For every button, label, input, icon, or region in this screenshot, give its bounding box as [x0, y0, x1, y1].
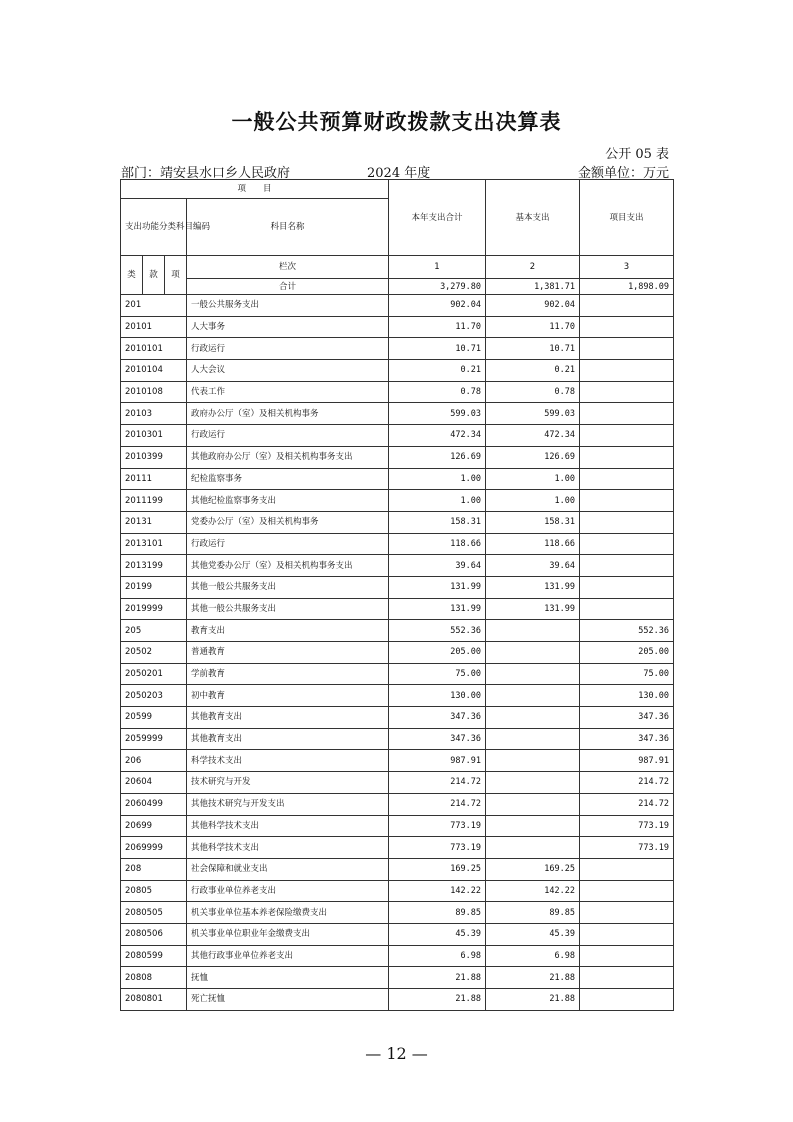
row-total: 131.99 — [389, 576, 486, 598]
row-basic — [486, 815, 580, 837]
row-code: 2060499 — [121, 793, 187, 815]
table-row — [121, 403, 674, 425]
page-title: 一般公共预算财政拨款支出决算表 — [231, 110, 562, 134]
table-row — [121, 511, 674, 533]
table-row — [121, 793, 674, 815]
row-subject-name: 教育支出 — [187, 620, 389, 642]
row-subject-name: 初中教育 — [187, 685, 389, 707]
row-project: 347.36 — [580, 707, 674, 729]
row-subject-name: 抚恤 — [187, 967, 389, 989]
table-row — [121, 338, 674, 360]
row-subject-name: 纪检监察事务 — [187, 468, 389, 490]
row-subject-name: 其他技术研究与开发支出 — [187, 793, 389, 815]
row-total: 118.66 — [389, 533, 486, 555]
row-basic — [486, 728, 580, 750]
row-code: 2059999 — [121, 728, 187, 750]
page-number: — 12 — — [365, 1044, 428, 1063]
table-row — [121, 858, 674, 880]
row-total: 902.04 — [389, 295, 486, 317]
row-subject-name: 机关事业单位职业年金缴费支出 — [187, 923, 389, 945]
row-subject-name: 技术研究与开发 — [187, 772, 389, 794]
row-project: 130.00 — [580, 685, 674, 707]
table-row — [121, 902, 674, 924]
row-project: 773.19 — [580, 815, 674, 837]
row-basic: 131.99 — [486, 598, 580, 620]
table-row — [121, 837, 674, 859]
row-subject-name: 死亡抚恤 — [187, 989, 389, 1011]
row-total: 21.88 — [389, 989, 486, 1011]
table-row — [121, 707, 674, 729]
row-project — [580, 425, 674, 447]
row-subject-name: 行政运行 — [187, 338, 389, 360]
table-row — [121, 446, 674, 468]
row-basic: 158.31 — [486, 511, 580, 533]
row-project: 214.72 — [580, 772, 674, 794]
row-subject-name: 一般公共服务支出 — [187, 295, 389, 317]
row-basic: 169.25 — [486, 858, 580, 880]
row-project: 773.19 — [580, 837, 674, 859]
total-row-basic: 1,381.71 — [486, 279, 580, 295]
row-basic: 21.88 — [486, 967, 580, 989]
row-project — [580, 945, 674, 967]
department-label: 部门：靖安县水口乡人民政府 — [121, 166, 291, 181]
row-total: 773.19 — [389, 837, 486, 859]
expenditure-table — [120, 179, 674, 1011]
row-project — [580, 858, 674, 880]
header-lanci: 栏次 — [187, 256, 389, 279]
table-row — [121, 316, 674, 338]
row-basic: 1.00 — [486, 490, 580, 512]
row-basic: 21.88 — [486, 989, 580, 1011]
header-col-basic: 基本支出 — [486, 180, 580, 256]
row-total: 205.00 — [389, 642, 486, 664]
row-total: 89.85 — [389, 902, 486, 924]
row-total: 1.00 — [389, 490, 486, 512]
row-code: 20199 — [121, 576, 187, 598]
row-total: 472.34 — [389, 425, 486, 447]
row-code: 20103 — [121, 403, 187, 425]
row-subject-name: 其他党委办公厅（室）及相关机构事务支出 — [187, 555, 389, 577]
row-subject-name: 代表工作 — [187, 381, 389, 403]
row-total: 552.36 — [389, 620, 486, 642]
table-row — [121, 685, 674, 707]
row-basic: 10.71 — [486, 338, 580, 360]
row-project — [580, 880, 674, 902]
row-subject-name: 人大会议 — [187, 360, 389, 382]
row-project — [580, 902, 674, 924]
header-col-total: 本年支出合计 — [389, 180, 486, 256]
row-basic: 472.34 — [486, 425, 580, 447]
header-index-1: 1 — [389, 256, 486, 279]
row-basic: 0.78 — [486, 381, 580, 403]
table-row — [121, 728, 674, 750]
row-project — [580, 381, 674, 403]
row-total: 131.99 — [389, 598, 486, 620]
row-project — [580, 490, 674, 512]
row-total: 1.00 — [389, 468, 486, 490]
unit-label: 金额单位：万元 — [577, 166, 669, 181]
table-row — [121, 880, 674, 902]
row-project — [580, 316, 674, 338]
row-code: 2010104 — [121, 360, 187, 382]
total-row-label: 合计 — [187, 279, 389, 295]
row-basic — [486, 685, 580, 707]
row-subject-name: 其他科学技术支出 — [187, 837, 389, 859]
row-project: 75.00 — [580, 663, 674, 685]
table-row — [121, 381, 674, 403]
row-subject-name: 学前教育 — [187, 663, 389, 685]
row-code: 2010399 — [121, 446, 187, 468]
row-subject-name: 机关事业单位基本养老保险缴费支出 — [187, 902, 389, 924]
row-code: 2011199 — [121, 490, 187, 512]
row-basic — [486, 837, 580, 859]
table-row — [121, 360, 674, 382]
row-basic: 11.70 — [486, 316, 580, 338]
row-code: 2080599 — [121, 945, 187, 967]
row-total: 0.78 — [389, 381, 486, 403]
row-code: 206 — [121, 750, 187, 772]
row-total: 773.19 — [389, 815, 486, 837]
header-kuan: 款 — [143, 256, 165, 295]
table-row — [121, 642, 674, 664]
row-code: 20808 — [121, 967, 187, 989]
row-basic: 599.03 — [486, 403, 580, 425]
row-code: 20699 — [121, 815, 187, 837]
table-row — [121, 989, 674, 1011]
row-project — [580, 511, 674, 533]
row-subject-name: 其他一般公共服务支出 — [187, 576, 389, 598]
row-total: 158.31 — [389, 511, 486, 533]
row-total: 45.39 — [389, 923, 486, 945]
row-project — [580, 295, 674, 317]
row-project — [580, 967, 674, 989]
row-project — [580, 555, 674, 577]
table-row — [121, 663, 674, 685]
header-subject-name: 科目名称 — [187, 199, 389, 256]
header-index-2: 2 — [486, 256, 580, 279]
row-total: 0.21 — [389, 360, 486, 382]
row-code: 2010101 — [121, 338, 187, 360]
table-row — [121, 468, 674, 490]
row-code: 2080801 — [121, 989, 187, 1011]
row-total: 130.00 — [389, 685, 486, 707]
row-project — [580, 533, 674, 555]
row-total: 169.25 — [389, 858, 486, 880]
header-index-3: 3 — [580, 256, 674, 279]
row-basic: 902.04 — [486, 295, 580, 317]
row-total: 142.22 — [389, 880, 486, 902]
row-total: 214.72 — [389, 772, 486, 794]
form-number: 公开 05 表 — [605, 147, 669, 162]
row-subject-name: 行政运行 — [187, 533, 389, 555]
row-project — [580, 468, 674, 490]
row-code: 20111 — [121, 468, 187, 490]
row-subject-name: 其他行政事业单位养老支出 — [187, 945, 389, 967]
table-row — [121, 533, 674, 555]
table-row — [121, 750, 674, 772]
row-total: 21.88 — [389, 967, 486, 989]
row-project — [580, 403, 674, 425]
row-subject-name: 政府办公厅（室）及相关机构事务 — [187, 403, 389, 425]
header-func-code: 支出功能分类科目编码 — [121, 199, 187, 256]
row-subject-name: 其他纪检监察事务支出 — [187, 490, 389, 512]
row-project — [580, 989, 674, 1011]
row-project — [580, 923, 674, 945]
table-row — [121, 555, 674, 577]
table-row — [121, 945, 674, 967]
row-code: 2050201 — [121, 663, 187, 685]
row-code: 20101 — [121, 316, 187, 338]
row-basic: 0.21 — [486, 360, 580, 382]
row-subject-name: 行政事业单位养老支出 — [187, 880, 389, 902]
row-subject-name: 社会保障和就业支出 — [187, 858, 389, 880]
total-row-total: 3,279.80 — [389, 279, 486, 295]
row-code: 205 — [121, 620, 187, 642]
row-basic — [486, 772, 580, 794]
table-row — [121, 772, 674, 794]
row-code: 2010108 — [121, 381, 187, 403]
row-basic: 131.99 — [486, 576, 580, 598]
table-row — [121, 425, 674, 447]
row-project: 214.72 — [580, 793, 674, 815]
header-col-project: 项目支出 — [580, 180, 674, 256]
row-total: 11.70 — [389, 316, 486, 338]
row-project: 205.00 — [580, 642, 674, 664]
row-basic — [486, 793, 580, 815]
row-subject-name: 行政运行 — [187, 425, 389, 447]
header-project: 项 目 — [121, 180, 389, 199]
row-basic — [486, 642, 580, 664]
row-subject-name: 普通教育 — [187, 642, 389, 664]
row-basic: 6.98 — [486, 945, 580, 967]
row-basic — [486, 750, 580, 772]
row-subject-name: 其他教育支出 — [187, 707, 389, 729]
row-subject-name: 党委办公厅（室）及相关机构事务 — [187, 511, 389, 533]
row-code: 20599 — [121, 707, 187, 729]
row-total: 347.36 — [389, 707, 486, 729]
row-project — [580, 576, 674, 598]
row-code: 201 — [121, 295, 187, 317]
year-label: 2024 年度 — [367, 166, 431, 181]
row-code: 20131 — [121, 511, 187, 533]
row-basic — [486, 663, 580, 685]
row-subject-name: 其他科学技术支出 — [187, 815, 389, 837]
row-basic — [486, 620, 580, 642]
header-xiang: 项 — [165, 256, 187, 295]
row-basic: 126.69 — [486, 446, 580, 468]
row-basic: 39.64 — [486, 555, 580, 577]
table-row — [121, 620, 674, 642]
row-code: 20805 — [121, 880, 187, 902]
row-project: 987.91 — [580, 750, 674, 772]
table-row — [121, 576, 674, 598]
row-project: 552.36 — [580, 620, 674, 642]
row-basic — [486, 707, 580, 729]
row-basic: 45.39 — [486, 923, 580, 945]
row-code: 20604 — [121, 772, 187, 794]
row-code: 2013199 — [121, 555, 187, 577]
row-subject-name: 人大事务 — [187, 316, 389, 338]
table-row — [121, 490, 674, 512]
row-code: 2080506 — [121, 923, 187, 945]
row-total: 599.03 — [389, 403, 486, 425]
row-subject-name: 科学技术支出 — [187, 750, 389, 772]
row-project — [580, 598, 674, 620]
row-code: 2069999 — [121, 837, 187, 859]
table-row — [121, 295, 674, 317]
row-project — [580, 446, 674, 468]
row-total: 10.71 — [389, 338, 486, 360]
row-project — [580, 338, 674, 360]
row-code: 2050203 — [121, 685, 187, 707]
row-subject-name: 其他政府办公厅（室）及相关机构事务支出 — [187, 446, 389, 468]
row-code: 2080505 — [121, 902, 187, 924]
row-code: 208 — [121, 858, 187, 880]
table-row — [121, 815, 674, 837]
table-row — [121, 923, 674, 945]
row-total: 39.64 — [389, 555, 486, 577]
row-code: 2013101 — [121, 533, 187, 555]
row-total: 987.91 — [389, 750, 486, 772]
row-code: 20502 — [121, 642, 187, 664]
header-lei: 类 — [121, 256, 143, 295]
row-code: 2010301 — [121, 425, 187, 447]
row-project — [580, 360, 674, 382]
table-row — [121, 598, 674, 620]
total-row-project: 1,898.09 — [580, 279, 674, 295]
row-basic: 118.66 — [486, 533, 580, 555]
row-total: 126.69 — [389, 446, 486, 468]
row-basic: 142.22 — [486, 880, 580, 902]
row-basic: 1.00 — [486, 468, 580, 490]
row-code: 2019999 — [121, 598, 187, 620]
row-subject-name: 其他一般公共服务支出 — [187, 598, 389, 620]
row-subject-name: 其他教育支出 — [187, 728, 389, 750]
row-total: 75.00 — [389, 663, 486, 685]
row-total: 347.36 — [389, 728, 486, 750]
row-basic: 89.85 — [486, 902, 580, 924]
table-row — [121, 967, 674, 989]
row-total: 6.98 — [389, 945, 486, 967]
row-project: 347.36 — [580, 728, 674, 750]
row-total: 214.72 — [389, 793, 486, 815]
